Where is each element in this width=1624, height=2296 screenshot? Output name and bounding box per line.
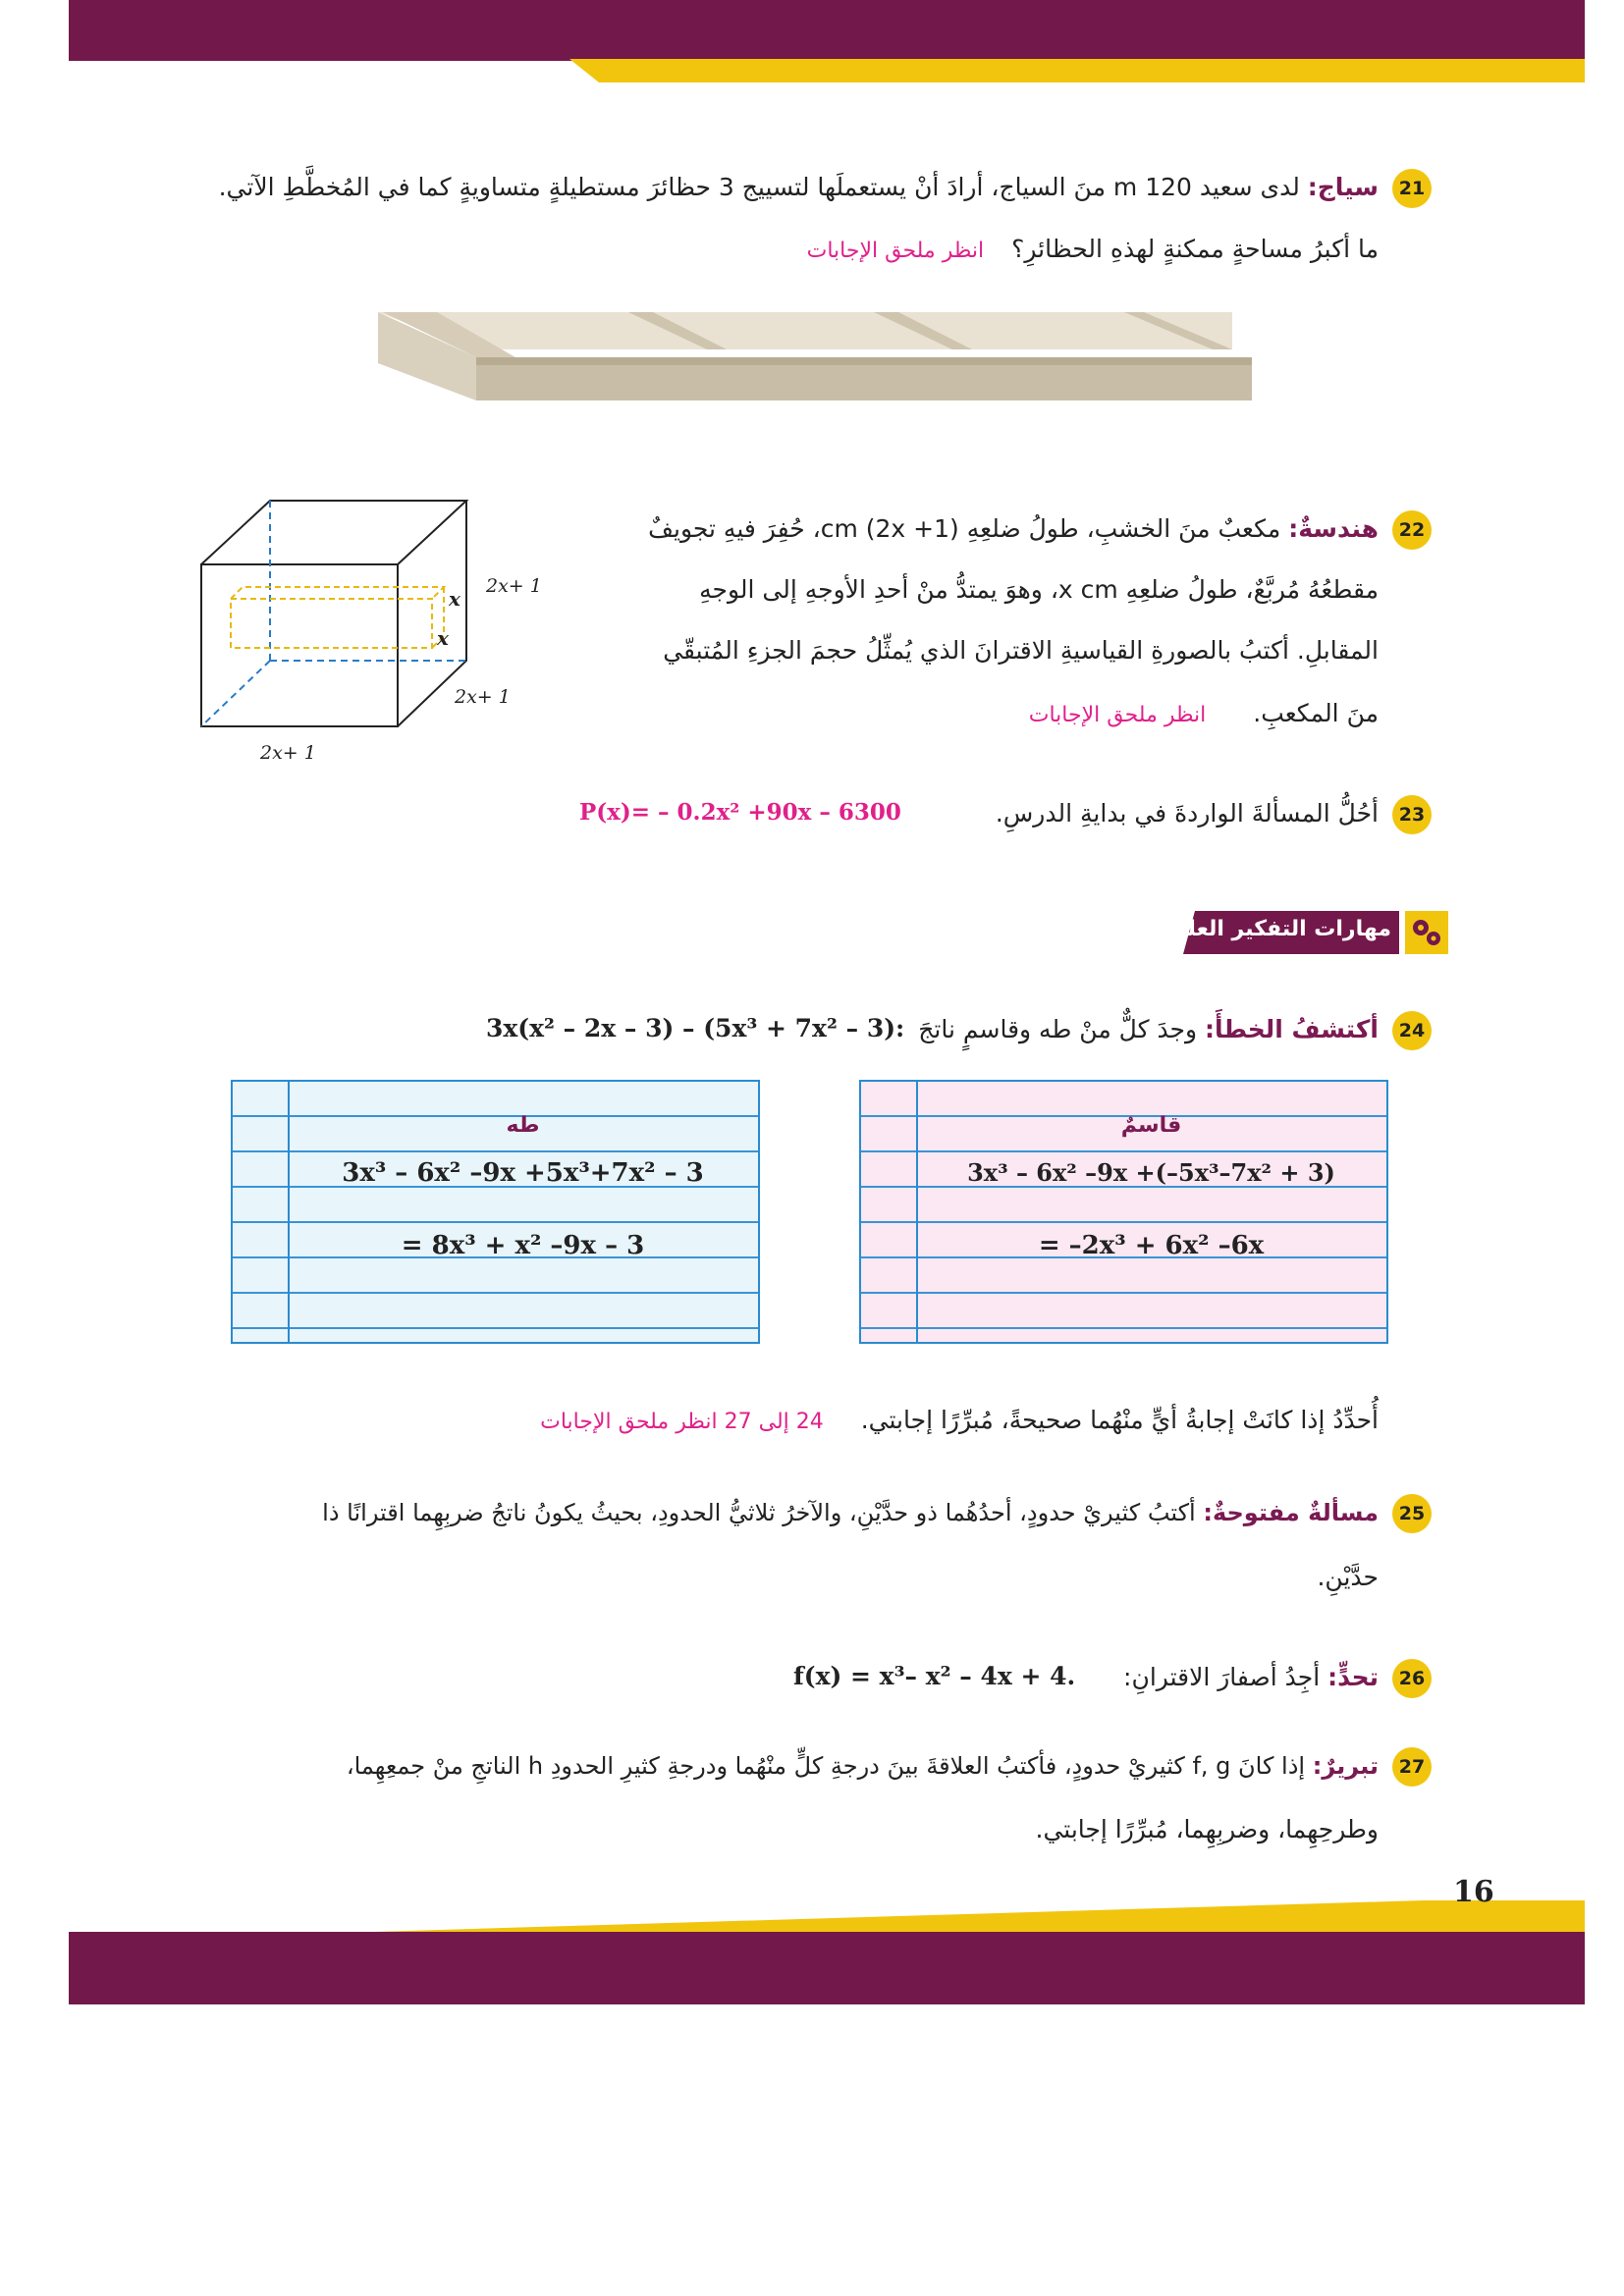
q22-keyword: هندسةٌ: [1288, 514, 1379, 543]
q26-text: أجِدُ أصفارَ الاقترانِ: [1123, 1663, 1321, 1691]
bottom-accent-stripe [373, 1893, 1585, 1932]
q22-text-4: منَ المكعبِ. [1253, 699, 1379, 727]
q21-text-1: لدى سعيد 120 m منَ السياج، أرادَ أنْ يستعملَها لتسييج 3 حظائرَ مستطيلةٍ متساويةٍ كما في المُخطَّطِ الآتي. [218, 173, 1300, 201]
question-number-22: 22 [1392, 510, 1432, 550]
cube-label-x-bottom: x [437, 626, 449, 650]
qasem-eq1: 3x³ – 6x² –9x +(–5x³–7x² + 3) [967, 1158, 1335, 1187]
question-number-27: 27 [1392, 1747, 1432, 1787]
q24-line [918, 1011, 1379, 1048]
q21-line2 [807, 231, 1379, 270]
q23-text: أحُلُّ المسألةَ الواردةَ في بدايةِ الدرسِ. [995, 799, 1379, 828]
cube-label-x-top: x [449, 587, 460, 611]
bottom-bar [69, 1932, 1585, 2004]
q27-line1 [347, 1747, 1379, 1785]
q21-line1 [219, 169, 1379, 206]
q24-text: وجدَ كلٌّ منْ طه وقاسمٍ ناتجَ [918, 1015, 1198, 1043]
fence-diagram [378, 304, 1252, 412]
q22-line2: مقطعُهُ مُربَّعٌ، طولُ ضلعِهِ x cm، وهوَ يمتدُّ منْ أحدِ الأوجهِ إلى الوجهِ [699, 575, 1379, 604]
cube-label-right: 2x+ 1 [486, 575, 542, 597]
qasem-eq2: = –2x³ + 6x² –6x [1038, 1231, 1265, 1260]
question-number-21: 21 [1392, 169, 1432, 208]
q24-follow-line [540, 1402, 1379, 1441]
taha-eq2: = 8x³ + x² –9x – 3 [401, 1231, 645, 1260]
q22-text-1: مكعبٌ منَ الخشبِ، طولُ ضلعِهِ (2x +1) cm، حُفِرَ فيهِ تجويفٌ [648, 514, 1281, 543]
q25-line2: حدَّيْنِ. [1317, 1563, 1379, 1591]
q27-line2: وطرحِهِما، وضربِهِما، مُبرِّرًا إجابتي. [1035, 1815, 1379, 1843]
q24-expression: 3x(x² – 2x – 3) – (5x³ + 7x² – 3): [486, 1014, 905, 1042]
q22-line3: المقابلِ. أكتبُ بالصورةِ القياسيةِ الاقترانَ الذي يُمثِّلُ حجمَ الجزءِ المُتبقّي [663, 636, 1379, 665]
q25-keyword: مسألةٌ مفتوحةٌ: [1203, 1499, 1379, 1526]
q21-answer-ref: انظر ملحق الإجابات [806, 239, 985, 263]
page-number: 16 [1453, 1875, 1494, 1909]
q23-answer: P(x)= – 0.2x² +90x – 6300 [579, 799, 901, 826]
q26-expression: f(x) = x³– x² – 4x + 4. [793, 1662, 1076, 1690]
cube-figure [191, 486, 565, 780]
q26-line [1123, 1659, 1379, 1696]
question-number-26: 26 [1392, 1659, 1432, 1698]
q24-keyword: أكتشفُ الخطأَ: [1205, 1015, 1379, 1043]
top-accent-stripe [569, 59, 1585, 82]
section-title: مهارات التفكير العليا [1170, 917, 1391, 941]
taha-name: طه [506, 1113, 540, 1138]
q27-keyword: تبريرٌ: [1312, 1752, 1379, 1780]
question-number-24: 24 [1392, 1011, 1432, 1050]
q23-line [996, 795, 1379, 832]
q22-answer-ref: انظر ملحق الإجابات [1028, 703, 1207, 727]
cube-label-depth: 2x+ 1 [455, 686, 511, 708]
cube-label-bottom: 2x+ 1 [260, 742, 316, 764]
q26-keyword: تحدٍّ: [1327, 1663, 1379, 1691]
question-number-25: 25 [1392, 1494, 1432, 1533]
q24-27-answer-ref: 24 إلى 27 انظر ملحق الإجابات [540, 1410, 824, 1434]
taha-note [231, 1080, 760, 1344]
q21-text-2: ما أكبرُ مساحةٍ ممكنةٍ لهذهِ الحظائرِ؟ [1011, 235, 1379, 263]
question-number-23: 23 [1392, 795, 1432, 834]
qasem-note [859, 1080, 1388, 1344]
top-bar [69, 0, 1585, 61]
q24-follow: أُحدِّدُ إذا كانَتْ إجابةُ أيٍّ منْهُما صحيحةً، مُبرِّرًا إجابتي. [860, 1406, 1379, 1434]
q22-line1 [648, 510, 1379, 548]
q21-keyword: سياج: [1307, 173, 1379, 201]
qasem-name: قاسمٌ [1120, 1113, 1182, 1138]
section-header [1170, 911, 1448, 954]
taha-eq1: 3x³ – 6x² –9x +5x³+7x² – 3 [342, 1158, 704, 1188]
q22-line4 [1029, 695, 1379, 734]
q25-line1 [322, 1494, 1379, 1531]
q27-text-1: إذا كانَ f, g كثيريْ حدودٍ، فأكتبُ العلاقةَ بينَ درجةِ كلٍّ منْهُما ودرجةِ كثيرِ الحدودِ h الناتجِ منْ جمعِهِما، [346, 1752, 1306, 1780]
q25-text-1: أكتبُ كثيريْ حدودٍ، أحدُهُما ذو حدَّيْنِ، والآخرُ ثلاثيُّ الحدودِ، بحيثُ يكونُ ناتجُ ضربِهِما اقترانًا ذا [322, 1499, 1196, 1526]
